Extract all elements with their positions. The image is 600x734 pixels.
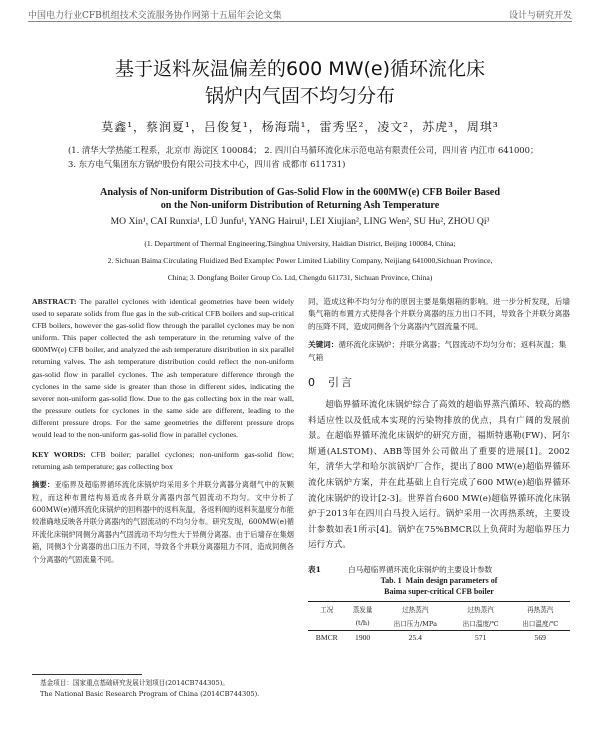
paper-title-cn-line-2: 锅炉内气固不均匀分布 — [204, 85, 395, 107]
table-subheader-cell: 出口压力/MPa — [380, 616, 451, 631]
running-header-right: 设计与研究开发 — [508, 11, 572, 21]
table-title-en-line-1: Main design parameters of — [405, 575, 498, 585]
parameters-table — [308, 601, 570, 644]
table-header-row — [308, 601, 570, 616]
table-cell: 569 — [534, 632, 546, 642]
footnote-line-1: 基金项目：国家重点基础研究发展计划项目(2014CB744305)。 — [40, 679, 229, 687]
abstract-en-label: ABSTRACT: — [32, 297, 77, 306]
introduction-paragraph: 超临界循环流化床锅炉综合了高效的超临界蒸汽循环、较高的燃料适应性以及低成本实现的污染物排放的优点，具有广阔的发展前景。在超临界循环流化床锅炉的研究方面，福斯特惠勒(FW)、阿尔斯通(ALSTOM)、ABB等国外公司做出了重要的进展[1]。2002年，清华大学和哈尔滨锅炉厂合作，提出了800 MW(e)超临界循环流化床锅炉方案，并在此基础上自行完成了600 MW(e)超临界循环流化床锅炉的设计[2-3]。世界首台600 MW(e)超临界循环流化床锅炉于2013年在四川白马投入运行。锅炉采用一次再热系统，主要设计参数如表1所示[4]。锅炉在75%BMCR以上负荷时为超临界压力运行方式。 — [308, 400, 570, 551]
table-header-cell: 蒸发量 — [346, 601, 380, 616]
table-row — [308, 630, 570, 644]
keywords-cn — [308, 339, 570, 364]
keywords-cn-label: 关键词： — [308, 340, 339, 350]
keywords-en-label: KEY WORDS: — [32, 450, 86, 460]
table-subheader-row — [308, 616, 570, 631]
table-header-cell: 再热蒸汽 — [510, 601, 570, 616]
authors-en: MO Xin¹, CAI Runxia¹, LÜ Junfu¹, YANG Hairui¹, LEI Xiujian², LING Wen², SU Hu², ZHOU Qi³ — [110, 216, 490, 227]
abstract-en — [32, 296, 294, 441]
affiliations-cn: (1. 清华大学热能工程系，北京市 海淀区 100084； 2. 四川白马循环流化床示范电站有限责任公司，四川省 内江市 641000； 3. 东方电气集团东方锅炉股份有限公司技术中心，四川省 成都市 611731) — [68, 145, 539, 169]
affiliation-en-line-3: China; 3. Dongfang Boiler Group Co. Ltd, Chengdu 611731, Sichuan Province, China) — [167, 273, 433, 282]
abstract-cn-continuation: 同，造成这种不均匀分布的原因主要是集烟箱的影响。进一步分析发现，后墙集气箱的布置方式使得各个并联分离器的压力出口不同，导致各个并联分离器的压降不同，造成同侧各个分离器内气固流量不同。 — [308, 297, 570, 331]
abstract-cn-text: 亚临界及超临界循环流化床锅炉均采用多个并联分离器分离烟气中的灰颗粒，而这种布置结构易造成各并联分离器内部气固流动不均匀。文中分析了600MW(e)循环流化床锅炉的回料器中的返料灰温，各返料阀的返料灰温度分布能较准确地反映各并联分离器内的气固流动的不均匀分布。研究发现，600MW(e)循环流化床锅炉同侧分离器内气固流动不均匀性大于异侧分离器。由于后墙存在集烟箱，同侧3个分离器的出口压力不同，导致各个并联分离器阻力不同，造成同侧各个分离器的气固流量不同。 — [32, 480, 294, 564]
table-header-cell: 过热蒸汽 — [380, 601, 451, 616]
footnote-divider — [32, 674, 142, 675]
keywords-en — [32, 449, 294, 473]
affiliation-en-line-2: 2. Sichuan Baima Circulating Fluidized Bed Examplec Power Limited Liability Company, Neijiang 641000,Sichuan Province, — [107, 256, 493, 265]
table-subheader-cell: 出口温度/℃ — [451, 616, 511, 631]
footnote — [40, 678, 290, 700]
table-number: 表1 — [308, 564, 321, 574]
table-caption-cn — [308, 564, 570, 575]
paper-title-cn-line-1: 基于返料灰温偏差的600 MW(e)循环流化床 — [115, 58, 485, 80]
abstract-cn — [32, 479, 294, 566]
authors-cn: 莫鑫¹，蔡润夏¹，吕俊复¹，杨海瑞¹，雷秀坚²，凌文²，苏虎³，周琪³ — [101, 120, 499, 134]
table-caption-en — [308, 575, 570, 586]
footnote-line-2: The National Basic Research Program of China (2014CB744305). — [40, 690, 260, 698]
table-cell: BMCR — [315, 632, 338, 642]
paper-title-en-line-2: on the Non-uniform Distribution of Returning Ash Temperature — [160, 200, 440, 211]
table-subheader-cell: (t/h) — [346, 616, 380, 631]
abstract-en-text: The parallel cyclones with identical geometries have been widely used to separate solids from flue gas in the sub-critical CFB boilers and sup-critical CFB boilers, however the gas-solid flow through the parallel cyclones may be non uniform. This paper collected the ash temperature in the returning valve of the 600MW(e) CFB boiler, and analyzed the ash temperature distribution in six parallel returning valves. The ash temperature distribution could reflect the non-uniform gas-solid flow in parallel cyclones. The ash temperature difference through the cyclones in the same side is greater than those in different sides, indicating the severer non-uniform gas-solid flow. Due to the gas collecting box in the rear wall, the pressure outlets for cyclones in the same side are different, leading to the different pressure drops. For the same geometries the different pressure drops would lead to the non-uniform gas-solid flow in parallel cyclones. — [32, 297, 295, 440]
running-header-left: 中国电力行业CFB机组技术交流服务协作网第十五届年会论文集 — [28, 11, 282, 21]
abstract-cn-label: 摘要： — [32, 480, 55, 490]
right-column — [308, 296, 570, 644]
section-title: 引言 — [328, 376, 354, 390]
table-number-en: Tab. 1 — [380, 575, 402, 585]
paper-title-cn — [0, 56, 600, 110]
section-number: 0 — [308, 376, 317, 390]
keywords-cn-text: 循环流化床锅炉；并联分离器；气固流动不均匀分布；返料灰温；集气箱 — [308, 340, 567, 362]
table-subheader-cell: 出口温度/℃ — [510, 616, 570, 631]
paper-title-en — [30, 186, 570, 212]
table-subheader-cell — [308, 616, 346, 631]
table-title-cn: 白马超临界循环流化床锅炉的主要设计参数 — [348, 564, 493, 574]
table-header-cell: 过热蒸汽 — [451, 601, 511, 616]
keywords-en-text: CFB boiler; parallel cyclones; non-uniform gas-solid flow; returning ash temperature; gas collecting box — [32, 450, 294, 472]
table-title-en-line-2: Baima super-critical CFB boiler — [384, 586, 494, 596]
affiliations-en — [40, 235, 560, 286]
running-header — [28, 8, 572, 22]
section-heading — [308, 374, 570, 390]
table-cell: 25.4 — [408, 632, 422, 642]
paper-title-en-line-1: Analysis of Non-uniform Distribution of Gas-Solid Flow in the 600MW(e) CFB Boiler Based — [100, 187, 500, 198]
affiliation-en-line-1: (1. Department of Thermal Engineering,Tsinghua University, Haidian District, Beijing 100084, China; — [144, 239, 456, 248]
left-column — [32, 296, 294, 566]
table-cell: 571 — [474, 632, 487, 642]
table-header-cell: 工况 — [308, 601, 346, 616]
table-cell: 1900 — [355, 632, 371, 642]
